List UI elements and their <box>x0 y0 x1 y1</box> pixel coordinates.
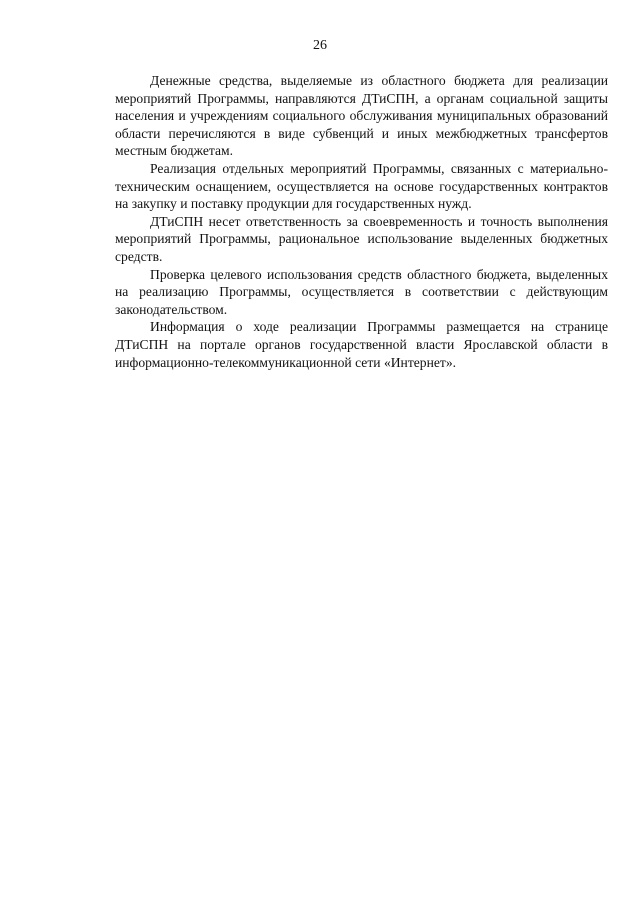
document-body <box>115 72 608 371</box>
paragraph-procurement: Реализация отдельных мероприятий Программы, связанных с материально-техническим оснащением, осуществляется на основе государственных контрактов на закупку и поставку продукции для государственных нужд. <box>115 160 608 212</box>
page-number: 26 <box>313 38 327 53</box>
paragraph-information: Информация о ходе реализации Программы размещается на странице ДТиСПН на портале органов государственной власти Ярославской области в информационно-телекоммуникационной сети «Интернет». <box>115 319 608 370</box>
paragraph-audit: Проверка целевого использования средств областного бюджета, выделенных на реализацию Программы, осуществляется в соответствии с действующим законодательством. <box>115 266 608 317</box>
paragraph-funding: Денежные средства, выделяемые из областного бюджета для реализации мероприятий Программы, направляются ДТиСПН, а органам социальной защиты населения и учреждениям социального обслуживания муниципальных образований области перечисляются в виде субвенций и иных межбюджетных трансфертов местным бюджетам. <box>115 73 608 159</box>
paragraph-responsibility: ДТиСПН несет ответственность за своевременность и точность выполнения мероприятий Программы, рациональное использование выделенных бюджетных средств. <box>115 213 608 264</box>
